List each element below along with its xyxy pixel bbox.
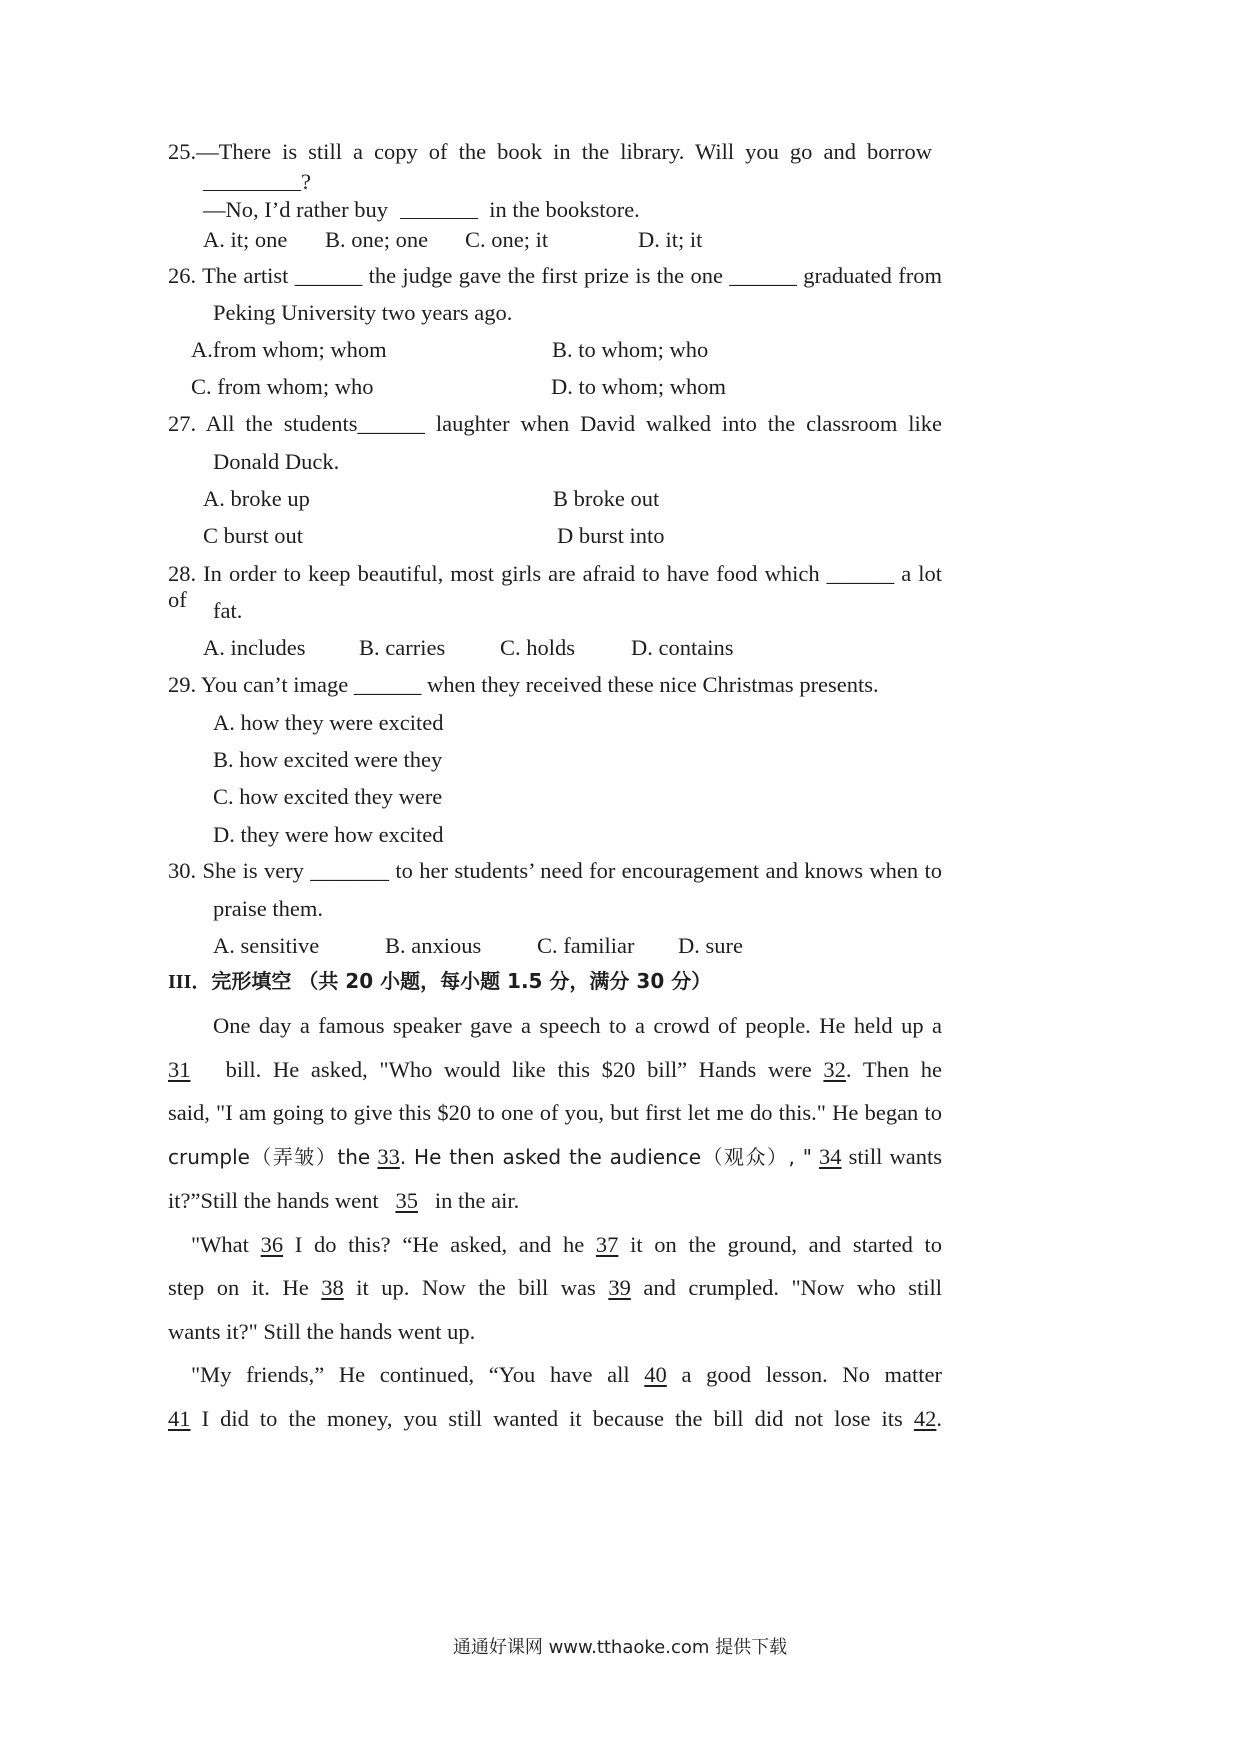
q26-option-d: D. to whom; whom (551, 374, 727, 399)
cloze-blank-38: 38 (321, 1275, 344, 1300)
q28-option-a: A. includes (203, 635, 306, 660)
q30-option-b: B. anxious (385, 933, 482, 958)
q26-option-c: C. from whom; who (191, 374, 374, 399)
cloze-blank-31: 31 (168, 1057, 191, 1082)
passage-line: 41 I did to the money, you still wanted it because the bill did not lose its 42. (168, 1406, 942, 1431)
cloze-blank-32: 32 (823, 1057, 846, 1082)
page-footer: 通通好课网 www.tthaoke.com 提供下载 (452, 1637, 788, 1658)
q28-option-d: D. contains (631, 635, 734, 660)
q26-stem: 26. The artist ______ the judge gave the first prize is the one ______ graduated from (168, 263, 942, 288)
passage-line: said, "I am going to give this $20 to one of you, but first let me do this." He began to (168, 1100, 942, 1125)
q28-option-b: B. carries (359, 635, 446, 660)
q27-option-d: D burst into (557, 523, 665, 548)
q27-stem-cont: Donald Duck. (213, 449, 340, 474)
cloze-blank-39: 39 (608, 1275, 631, 1300)
q26-stem-cont: Peking University two years ago. (213, 300, 513, 325)
q28-stem: 28. In order to keep beautiful, most girls are afraid to have food which ______ a lot of (168, 561, 942, 612)
passage-line: step on it. He 38 it up. Now the bill was 39 and crumpled. "Now who still (168, 1275, 942, 1300)
q29-option-b: B. how excited were they (213, 747, 443, 772)
passage-line: crumple（弄皱）the 33. He then asked the audience（观众）, " 34 still wants (168, 1144, 943, 1169)
q29-stem: 29. You can’t image ______ when they received these nice Christmas presents. (168, 672, 879, 697)
q25-option-a: A. it; one (203, 227, 288, 252)
q25-option-c: C. one; it (465, 227, 549, 252)
answer-blank (203, 172, 301, 191)
cloze-blank-42: 42 (913, 1406, 937, 1431)
q27-option-a: A. broke up (203, 486, 310, 511)
q29-option-d: D. they were how excited (213, 822, 444, 847)
passage-line: it?”Still the hands went 35 in the air. (168, 1188, 520, 1213)
cloze-blank-37: 37 (595, 1232, 619, 1257)
cloze-blank-34: 34 (819, 1144, 842, 1169)
q28-stem-cont: fat. (213, 598, 243, 623)
q27-stem: 27. All the students______ laughter when David walked into the classroom like (168, 411, 942, 436)
section-title: 完形填空 （共 20 小题，每小题 1.5 分，满分 30 分） (211, 969, 712, 993)
section-heading (168, 970, 711, 994)
q26-option-a: A.from whom; whom (191, 337, 387, 362)
q27-option-c: C burst out (203, 523, 304, 548)
cloze-blank-35: 35 (395, 1188, 418, 1213)
q26-option-b: B. to whom; who (552, 337, 709, 362)
section-number: III． (168, 971, 212, 993)
q27-option-b: B broke out (553, 486, 660, 511)
q30-option-c: C. familiar (537, 933, 635, 958)
q30-option-d: D. sure (678, 933, 743, 958)
q25-stem: 25.—There is still a copy of the book in the library. Will you go and borrow (168, 139, 932, 164)
q29-option-c: C. how excited they were (213, 784, 443, 809)
passage-line: wants it?" Still the hands went up. (168, 1319, 476, 1344)
cloze-blank-33: 33 (377, 1144, 400, 1169)
q25-stem-end: ? (203, 169, 311, 195)
q25-option-d: D. it; it (638, 227, 703, 252)
passage-line: One day a famous speaker gave a speech to a crowd of people. He held up a (213, 1013, 942, 1038)
passage-line: "My friends,” He continued, “You have all 40 a good lesson. No matter (191, 1362, 943, 1387)
q28-option-c: C. holds (500, 635, 576, 660)
q30-option-a: A. sensitive (213, 933, 320, 958)
q30-stem-cont: praise them. (213, 896, 323, 921)
q25-reply: —No, I’d rather buy in the bookstore. (203, 197, 640, 222)
passage-line: 31 bill. He asked, "Who would like this $20 bill” Hands were 32. Then he (168, 1057, 943, 1082)
q30-stem: 30. She is very _______ to her students’ need for encouragement and knows when to (168, 858, 942, 883)
passage-line: "What 36 I do this? “He asked, and he 37 it on the ground, and started to (191, 1232, 943, 1257)
q29-option-a: A. how they were excited (213, 710, 444, 735)
cloze-blank-41: 41 (168, 1406, 191, 1431)
cloze-blank-36: 36 (260, 1232, 284, 1257)
answer-blank (400, 200, 478, 219)
cloze-blank-40: 40 (644, 1362, 667, 1387)
q25-option-b: B. one; one (325, 227, 429, 252)
